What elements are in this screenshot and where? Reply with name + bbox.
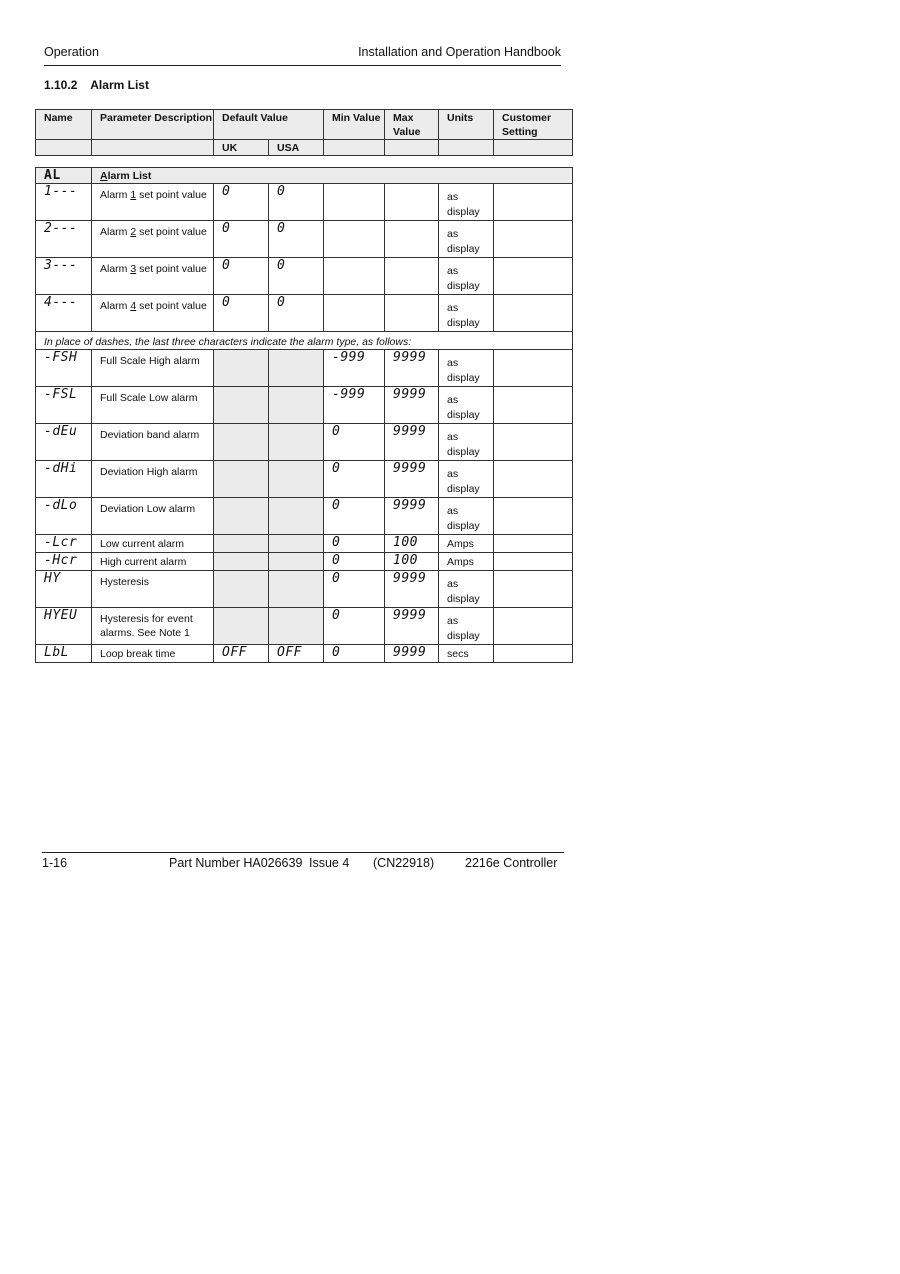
table-row: -dEu Deviation band alarm 0 9999 as display — [36, 424, 573, 461]
table-row: 2--- Alarm 2 set point value 0 0 as display — [36, 221, 573, 258]
section-title — [44, 78, 149, 92]
list-code: AL — [44, 168, 61, 183]
page-footer — [42, 852, 564, 873]
table-row: -Lcr Low current alarm 0 100 Amps — [36, 535, 573, 553]
table-row: -dHi Deviation High alarm 0 9999 as display — [36, 461, 573, 498]
alarm-type-note: In place of dashes, the last three characters indicate the alarm type, as follows: — [44, 336, 412, 348]
col-param: Parameter Description — [92, 110, 214, 140]
table-row: -FSH Full Scale High alarm -999 9999 as display — [36, 350, 573, 387]
col-name: Name — [36, 110, 92, 140]
col-max: Max Value — [385, 110, 439, 140]
col-default: Default Value — [214, 110, 324, 140]
table-row: 3--- Alarm 3 set point value 0 0 as display — [36, 258, 573, 295]
table-row: HY Hysteresis 0 9999 as display — [36, 571, 573, 608]
col-customer: Customer Setting — [494, 110, 573, 140]
product-name: 2216e Controller — [465, 856, 558, 870]
issue: Issue 4 — [309, 856, 350, 870]
table-row — [36, 332, 573, 350]
section-heading: Alarm List — [90, 78, 149, 92]
table-row: HYEU Hysteresis for event alarms. See Note 1 0 9999 as display — [36, 608, 573, 645]
page-header — [44, 45, 561, 66]
table-row: LbL Loop break time OFF OFF 0 9999 secs — [36, 645, 573, 663]
table-row: 1--- Alarm 1 set point value 0 0 as display — [36, 184, 573, 221]
col-min: Min Value — [324, 110, 385, 140]
change-number: (CN22918) — [373, 856, 435, 870]
header-left: Operation — [44, 45, 99, 59]
col-uk: UK — [214, 140, 269, 156]
section-number: 1.10.2 — [44, 78, 78, 92]
page-number: 1-16 — [42, 856, 68, 870]
table-row: 4--- Alarm 4 set point value 0 0 as display — [36, 295, 573, 332]
header-right: Installation and Operation Handbook — [358, 45, 561, 59]
alarm-list-table — [35, 167, 573, 663]
col-usa: USA — [269, 140, 324, 156]
col-units: Units — [439, 110, 494, 140]
table-row: -dLo Deviation Low alarm 0 9999 as display — [36, 498, 573, 535]
table-row: -FSL Full Scale Low alarm -999 9999 as display — [36, 387, 573, 424]
column-header-table — [35, 109, 573, 156]
table-row: -Hcr High current alarm 0 100 Amps — [36, 553, 573, 571]
table-row: AL Alarm List — [36, 168, 573, 184]
part-number: Part Number HA026639 — [169, 856, 303, 870]
